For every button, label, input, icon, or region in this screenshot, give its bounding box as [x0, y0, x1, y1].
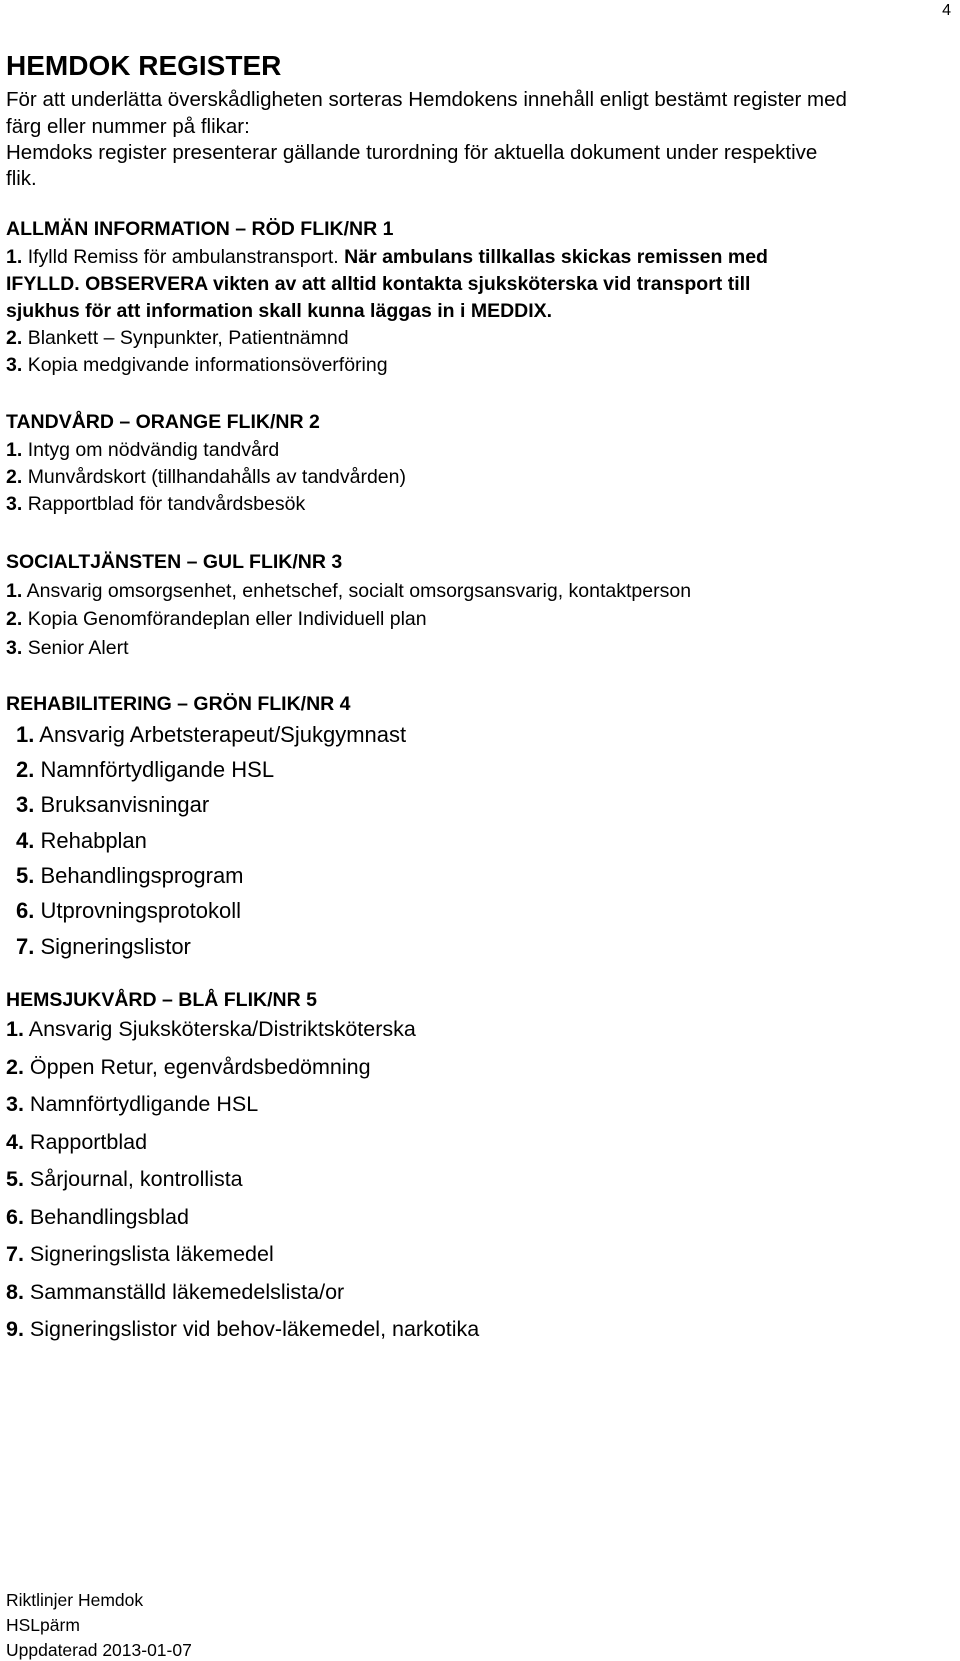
list-item [6, 354, 388, 377]
item-text: Kopia medgivande informationsöverföring [27, 354, 388, 376]
item-number: 5. [6, 1167, 24, 1191]
item-number: 2. [6, 327, 23, 349]
list-item [6, 1317, 479, 1342]
list-item [6, 637, 129, 660]
item-number: 1. [6, 246, 23, 268]
footer-line: Uppdaterad 2013-01-07 [6, 1640, 192, 1660]
list-item [16, 934, 191, 960]
item-text: Signeringslistor [40, 934, 191, 959]
item-number: 3. [6, 493, 23, 515]
list-item [6, 1167, 243, 1192]
list-item [6, 580, 691, 603]
item-number: 4. [6, 1130, 24, 1154]
item-text: Munvårdskort (tillhandahålls av tandvården) [27, 466, 406, 488]
item-text: Intyg om nödvändig tandvård [27, 439, 280, 461]
section-heading-allman: ALLMÄN INFORMATION – RÖD FLIK/NR 1 [6, 218, 394, 240]
item-text: Signeringslistor vid behov-läkemedel, narkotika [29, 1317, 480, 1341]
item-number: 2. [16, 757, 35, 782]
item-number: 2. [6, 466, 23, 488]
list-item [6, 246, 768, 269]
intro-line: Hemdoks register presenterar gällande turordning för aktuella dokument under respektive [6, 141, 818, 164]
section-heading-rehabilitering: REHABILITERING – GRÖN FLIK/NR 4 [6, 693, 351, 715]
list-item [16, 792, 209, 818]
item-number: 4. [16, 828, 35, 853]
item-text: Ansvarig omsorgsenhet, enhetschef, socialt omsorgsansvarig, kontaktperson [26, 580, 692, 602]
list-item [16, 898, 241, 924]
list-item [6, 1242, 274, 1267]
item-number: 3. [16, 792, 35, 817]
item-emphasis-line: sjukhus för att information skall kunna läggas in i MEDDIX. [6, 300, 553, 322]
list-item [16, 757, 274, 783]
item-number: 3. [6, 1092, 24, 1116]
item-text: Ifylld Remiss för ambulanstransport. [27, 246, 339, 268]
item-text: Kopia Genomförandeplan eller Individuell plan [27, 608, 427, 630]
item-number: 7. [16, 934, 35, 959]
footer-line: Riktlinjer Hemdok [6, 1590, 144, 1610]
item-text: Utprovningsprotokoll [40, 898, 242, 923]
list-item [6, 1092, 258, 1117]
item-text: Sammanställd läkemedelslista/or [29, 1280, 345, 1304]
page-number: 4 [942, 2, 951, 19]
list-item [16, 722, 406, 748]
item-text: Bruksanvisningar [40, 792, 210, 817]
item-text: Ansvarig Sjuksköterska/Distriktsköterska [28, 1017, 416, 1041]
document-title: HEMDOK REGISTER [6, 50, 282, 81]
section-heading-socialtjansten: SOCIALTJÄNSTEN – GUL FLIK/NR 3 [6, 551, 343, 573]
list-item [6, 1017, 416, 1042]
item-text: Namnförtydligande HSL [29, 1092, 259, 1116]
item-text: Blankett – Synpunkter, Patientnämnd [27, 327, 349, 349]
item-number: 9. [6, 1317, 24, 1341]
item-number: 7. [6, 1242, 24, 1266]
item-text: Behandlingsblad [29, 1205, 189, 1229]
intro-line: flik. [6, 167, 37, 190]
list-item [6, 327, 349, 350]
item-text: Behandlingsprogram [40, 863, 244, 888]
list-item [16, 828, 147, 854]
item-text: Signeringslista läkemedel [29, 1242, 274, 1266]
item-emphasis-line: IFYLLD. OBSERVERA vikten av att alltid kontakta sjuksköterska vid transport till [6, 273, 751, 295]
item-text: Ansvarig Arbetsterapeut/Sjukgymnast [39, 722, 407, 747]
item-number: 2. [6, 608, 23, 630]
item-number: 6. [6, 1205, 24, 1229]
intro-line: För att underlätta överskådligheten sorteras Hemdokens innehåll enligt bestämt register med [6, 88, 847, 111]
item-text: Sårjournal, kontrollista [29, 1167, 243, 1191]
item-number: 5. [16, 863, 35, 888]
item-number: 1. [6, 1017, 24, 1041]
item-number: 1. [16, 722, 35, 747]
list-item [6, 608, 427, 631]
item-number: 6. [16, 898, 35, 923]
footer-line: HSLpärm [6, 1615, 80, 1635]
list-item [6, 1280, 344, 1305]
item-text: Öppen Retur, egenvårdsbedömning [29, 1055, 371, 1079]
item-emphasis: När ambulans tillkallas skickas remissen med [344, 246, 768, 268]
item-text: Senior Alert [27, 637, 129, 659]
item-text: Rehabplan [40, 828, 147, 853]
section-heading-hemsjukvard: HEMSJUKVÅRD – BLÅ FLIK/NR 5 [6, 989, 317, 1011]
item-number: 1. [6, 439, 23, 461]
section-heading-tandvard: TANDVÅRD – ORANGE FLIK/NR 2 [6, 411, 320, 433]
item-text: Namnförtydligande HSL [40, 757, 275, 782]
list-item [6, 1055, 371, 1080]
list-item [6, 466, 406, 489]
item-number: 3. [6, 354, 23, 376]
intro-line: färg eller nummer på flikar: [6, 115, 250, 138]
list-item [6, 1130, 147, 1155]
item-text: Rapportblad [29, 1130, 148, 1154]
item-number: 2. [6, 1055, 24, 1079]
list-item [6, 439, 279, 462]
list-item [6, 1205, 189, 1230]
item-text: Rapportblad för tandvårdsbesök [27, 493, 306, 515]
item-number: 8. [6, 1280, 24, 1304]
list-item [6, 493, 305, 516]
item-number: 1. [6, 580, 23, 602]
item-number: 3. [6, 637, 23, 659]
list-item [16, 863, 244, 889]
